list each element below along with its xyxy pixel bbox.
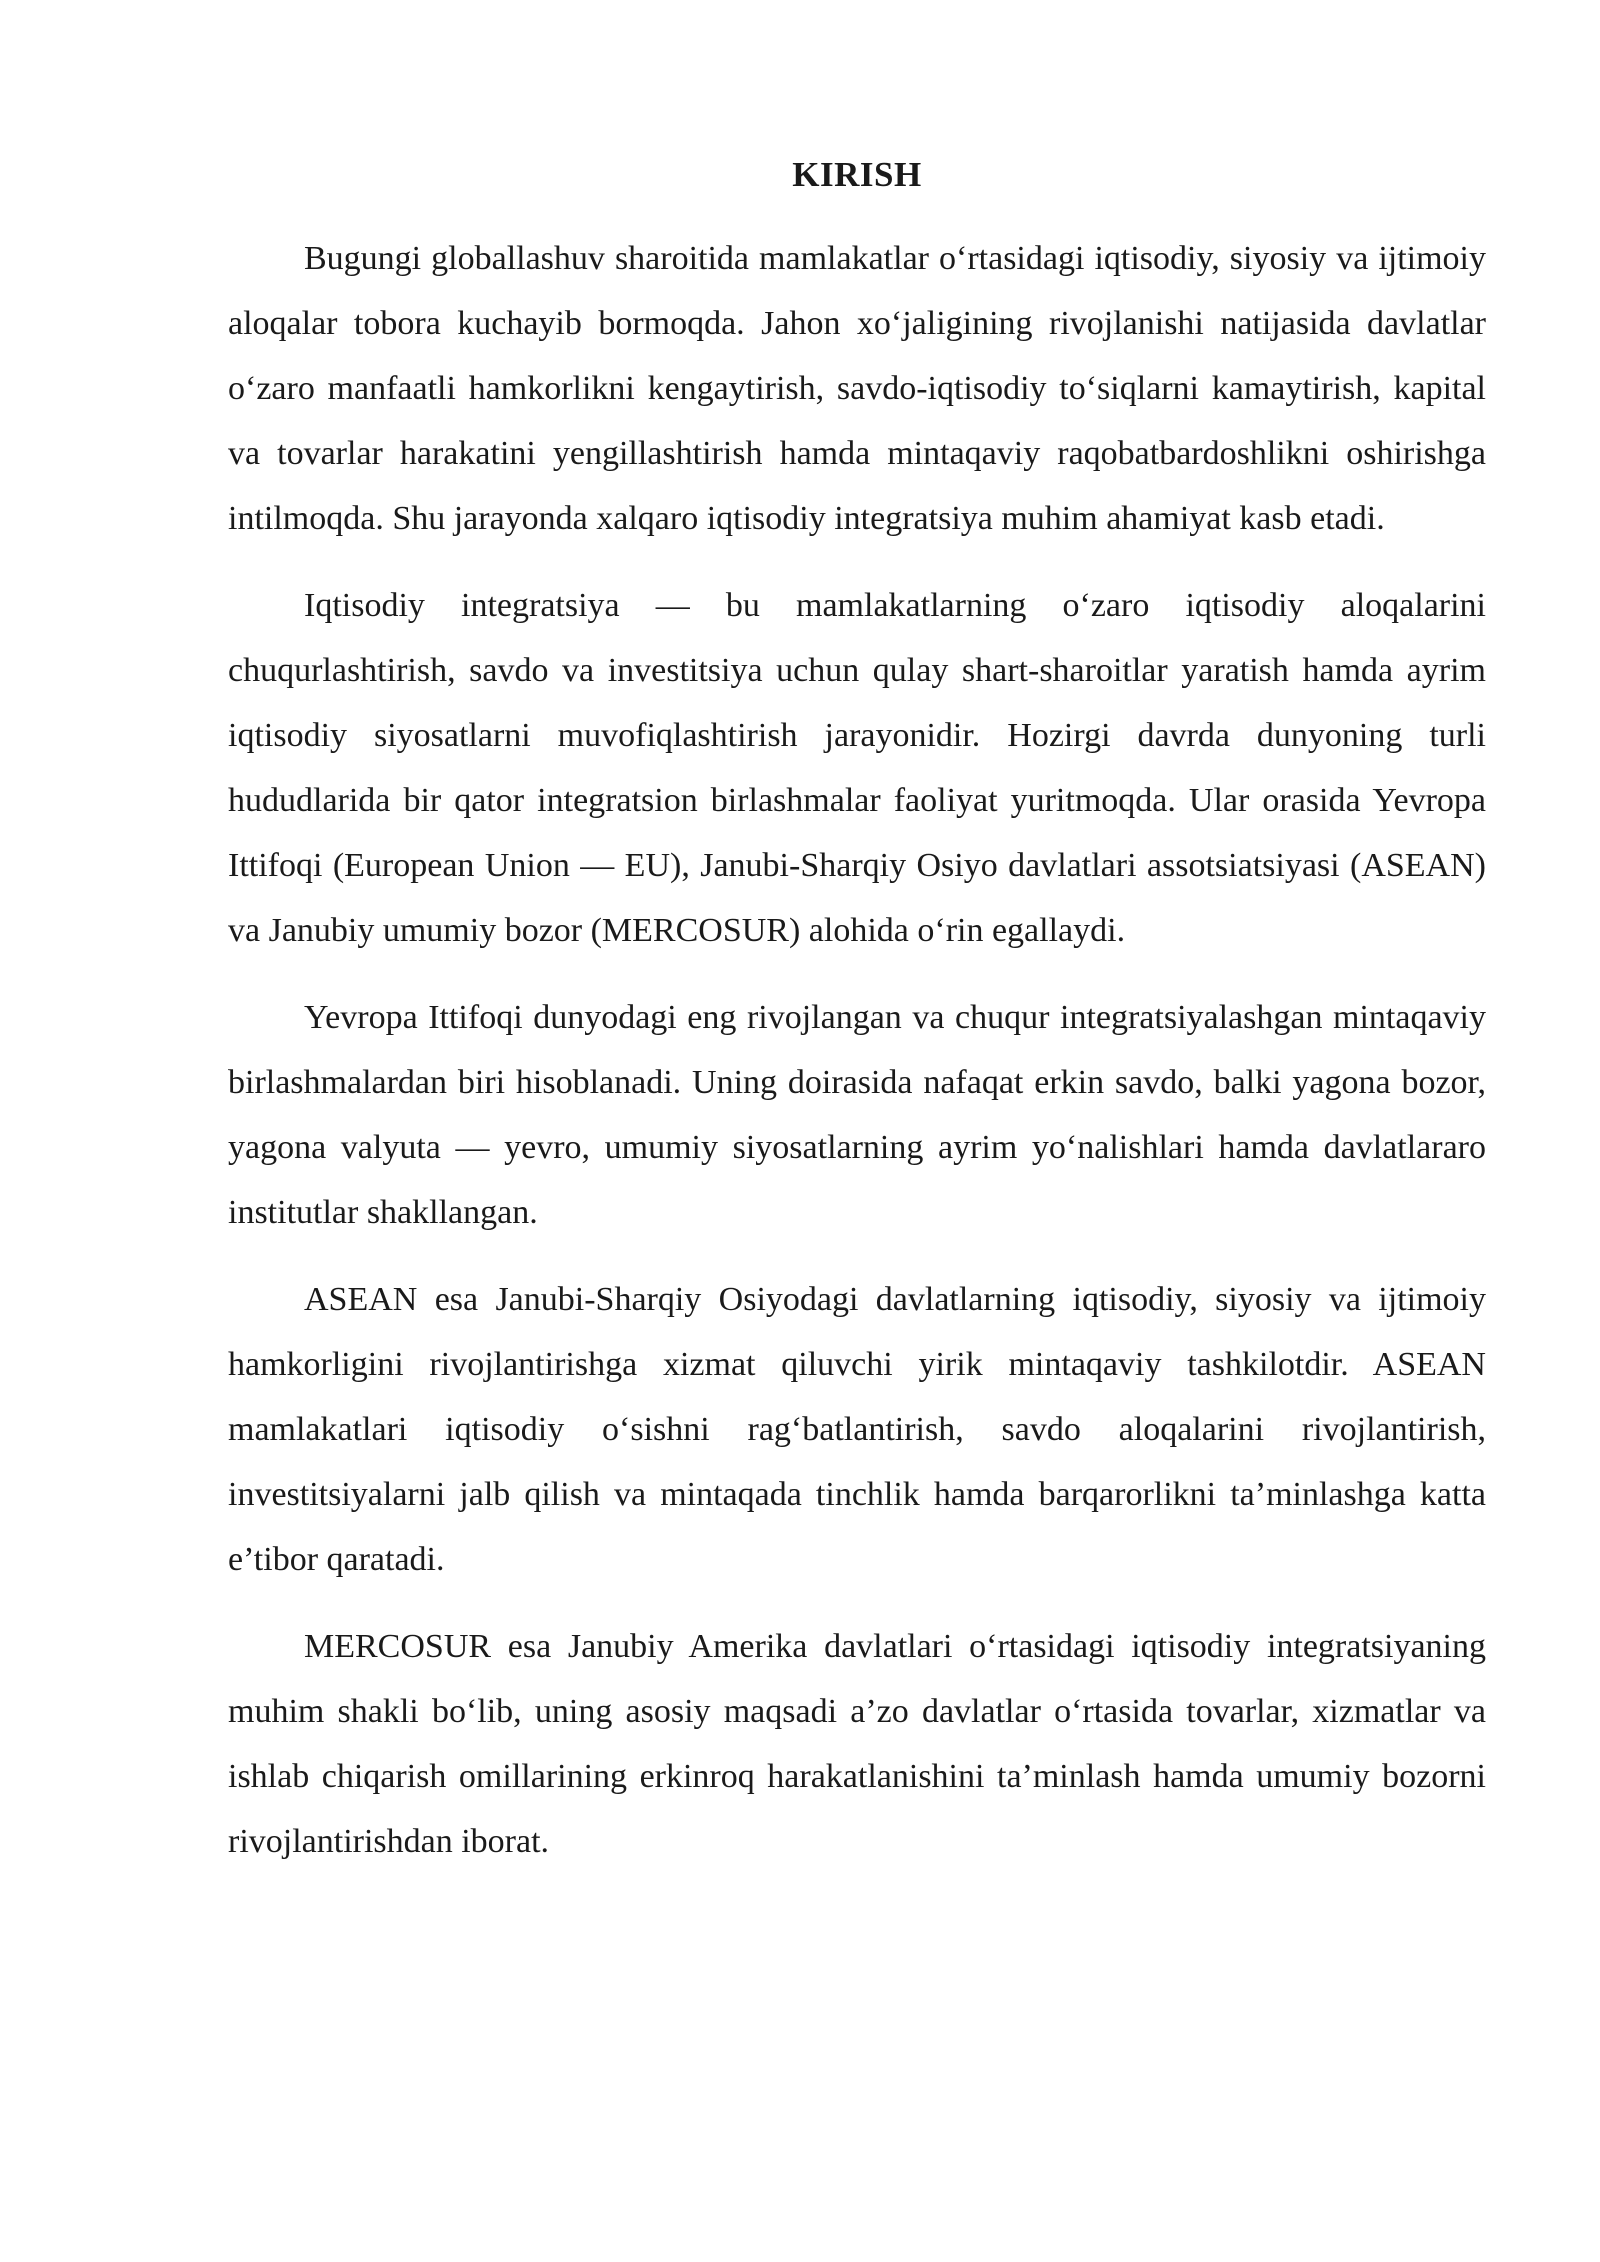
paragraph-5: MERCOSUR esa Janubiy Amerika davlatlari o‘rtasidagi iqtisodiy integratsiyaning muhim shakli bo‘lib, uning asosiy maqsadi a’zo davlatlar o‘rtasida tovarlar, xizmatlar va ishlab chiqarish omillarining erkinroq harakatlanishini ta’minlash hamda umumiy bozorni rivojlantirishdan iborat. — [228, 1628, 1486, 1860]
page-title: KIRISH — [792, 155, 922, 194]
paragraph-1: Bugungi globallashuv sharoitida mamlakatlar o‘rtasidagi iqtisodiy, siyosiy va ijtimoiy aloqalar tobora kuchayib bormoqda. Jahon xo‘jaligining rivojlanishi natijasida davlatlar o‘zaro manfaatli hamkorlikni kengaytirish, savdo-iqtisodiy to‘siqlarni kamaytirish, kapital va tovarlar harakatini yengillashtirish hamda mintaqaviy raqobatbardoshlikni oshirishga intilmoqda. Shu jarayonda xalqaro iqtisodiy integratsiya muhim ahamiyat kasb etadi. — [228, 240, 1486, 537]
paragraph-4: ASEAN esa Janubi-Sharqiy Osiyodagi davlatlarning iqtisodiy, siyosiy va ijtimoiy hamkorligini rivojlantirishga xizmat qiluvchi yirik mintaqaviy tashkilotdir. ASEAN mamlakatlari iqtisodiy o‘sishni rag‘batlantirish, savdo aloqalarini rivojlantirish, investitsiyalarni jalb qilish va mintaqada tinchlik hamda barqarorlikni ta’minlashga katta e’tibor qaratadi. — [228, 1281, 1486, 1578]
document-body — [228, 150, 1486, 1896]
paragraph-2: Iqtisodiy integratsiya — bu mamlakatlarning o‘zaro iqtisodiy aloqalarini chuqurlashtirish, savdo va investitsiya uchun qulay shart-sharoitlar yaratish hamda ayrim iqtisodiy siyosatlarni muvofiqlashtirish jarayonidir. Hozirgi davrda dunyoning turli hududlarida bir qator integratsion birlashmalar faoliyat yuritmoqda. Ular orasida Yevropa Ittifoqi (European Union — EU), Janubi-Sharqiy Osiyo davlatlari assotsiatsiyasi (ASEAN) va Janubiy umumiy bozor (MERCOSUR) alohida o‘rin egallaydi. — [228, 587, 1486, 949]
paragraph-3: Yevropa Ittifoqi dunyodagi eng rivojlangan va chuqur integratsiyalashgan mintaqaviy birlashmalardan biri hisoblanadi. Uning doirasida nafaqat erkin savdo, balki yagona bozor, yagona valyuta — yevro, umumiy siyosatlarning ayrim yo‘nalishlari hamda davlatlararo institutlar shakllangan. — [228, 999, 1486, 1231]
